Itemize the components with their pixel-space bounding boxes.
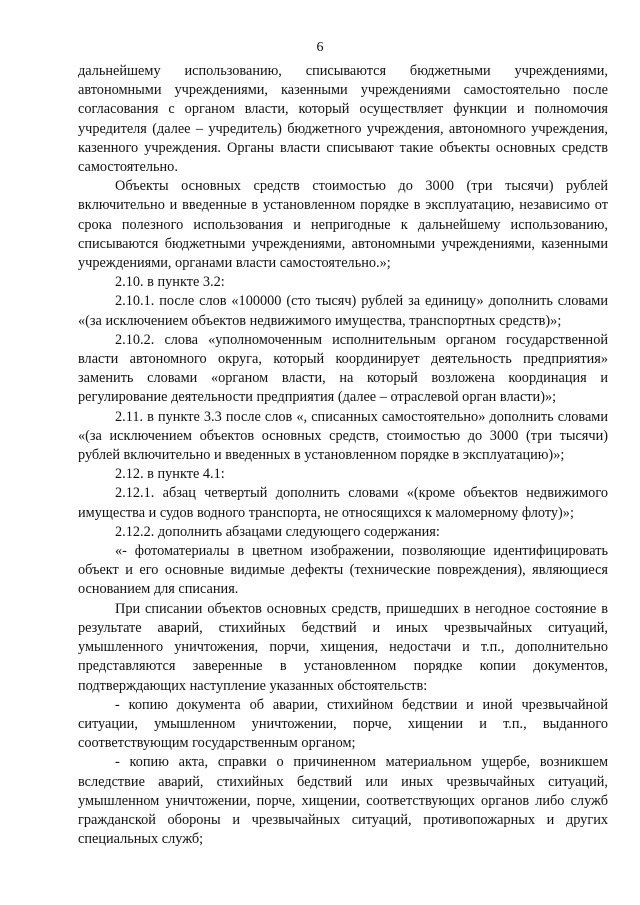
paragraph: Объекты основных средств стоимостью до 3000 (три тысячи) рублей включительно и введенные в установленном порядке в эксплуатацию, независимо от срока полезного использования и непригодные к дальнейшему использованию, списываются бюджетными учреждениями, автономными учреждениями, казенными учреждениями, органами власти самостоятельно.»;	[78, 178, 608, 272]
paragraph-continuation: дальнейшему использованию, списываются бюджетными учреждениями, автономными учреждениями, казенными учреждениями самостоятельно после согласования с органом власти, который осуществляет функции и полномочия учредителя (далее – учредитель) бюджетного учреждения, автономного учреждения, казенного учреждения. Органы власти списывают такие объекты основных средств самостоятельно.	[78, 63, 608, 176]
paragraph: 2.12. в пункте 4.1:	[115, 466, 225, 483]
paragraph: При списании объектов основных средств, пришедших в негодное состояние в результате аварий, стихийных бедствий и иных чрезвычайных ситуаций, умышленного уничтожения, порчи, хищения, недостачи и т.п., дополнительно представляются заверенные в установленном порядке копии документов, подтверждающих наступление указанных обстоятельств:	[78, 600, 608, 694]
paragraph: 2.10.2. слова «уполномоченным исполнительным органом государственной власти автономного округа, который координирует деятельность предприятия» заменить словами «органом власти, на который возложена координация и регулирование деятельности предприятия (далее – отраслевой орган власти)»;	[78, 331, 608, 406]
paragraph: 2.10. в пункте 3.2:	[115, 274, 225, 291]
paragraph: 2.10.1. после слов «100000 (сто тысяч) рублей за единицу» дополнить словами «(за исключением объектов недвижимого имущества, транспортных средств)»;	[78, 293, 608, 329]
page-number: 6	[316, 40, 324, 55]
paragraph: 2.12.2. дополнить абзацами следующего содержания:	[115, 523, 440, 540]
paragraph: «- фотоматериалы в цветном изображении, позволяющие идентифицировать объект и его основные видимые дефекты (технические повреждения), являющиеся основанием для списания.	[78, 543, 608, 598]
paragraph: - копию документа об аварии, стихийном бедствии и иной чрезвычайной ситуации, умышленном уничтожении, порче, хищении и т.п., выданного соответствующим государственным органом;	[78, 696, 608, 752]
paragraph: 2.12.1. абзац четвертый дополнить словами «(кроме объектов недвижимого имущества и судов водного транспорта, не относящихся к маломерному флоту)»;	[78, 485, 608, 521]
paragraph: 2.11. в пункте 3.3 после слов «, списанных самостоятельно» дополнить словами «(за исключением объектов основных средств, стоимостью до 3000 (три тысячи) рублей включительно и введенных в установленном порядке в эксплуатацию)»;	[78, 408, 608, 464]
document-body	[78, 62, 608, 849]
paragraph: - копию акта, справки о причиненном материальном ущербе, возникшем вследствие аварий, стихийных бедствий или иных чрезвычайных ситуаций, умышленном уничтожении, порче, хищении, соответствующих органов либо служб гражданской обороны и чрезвычайных ситуаций, противопожарных и других специальных служб;	[78, 754, 608, 848]
